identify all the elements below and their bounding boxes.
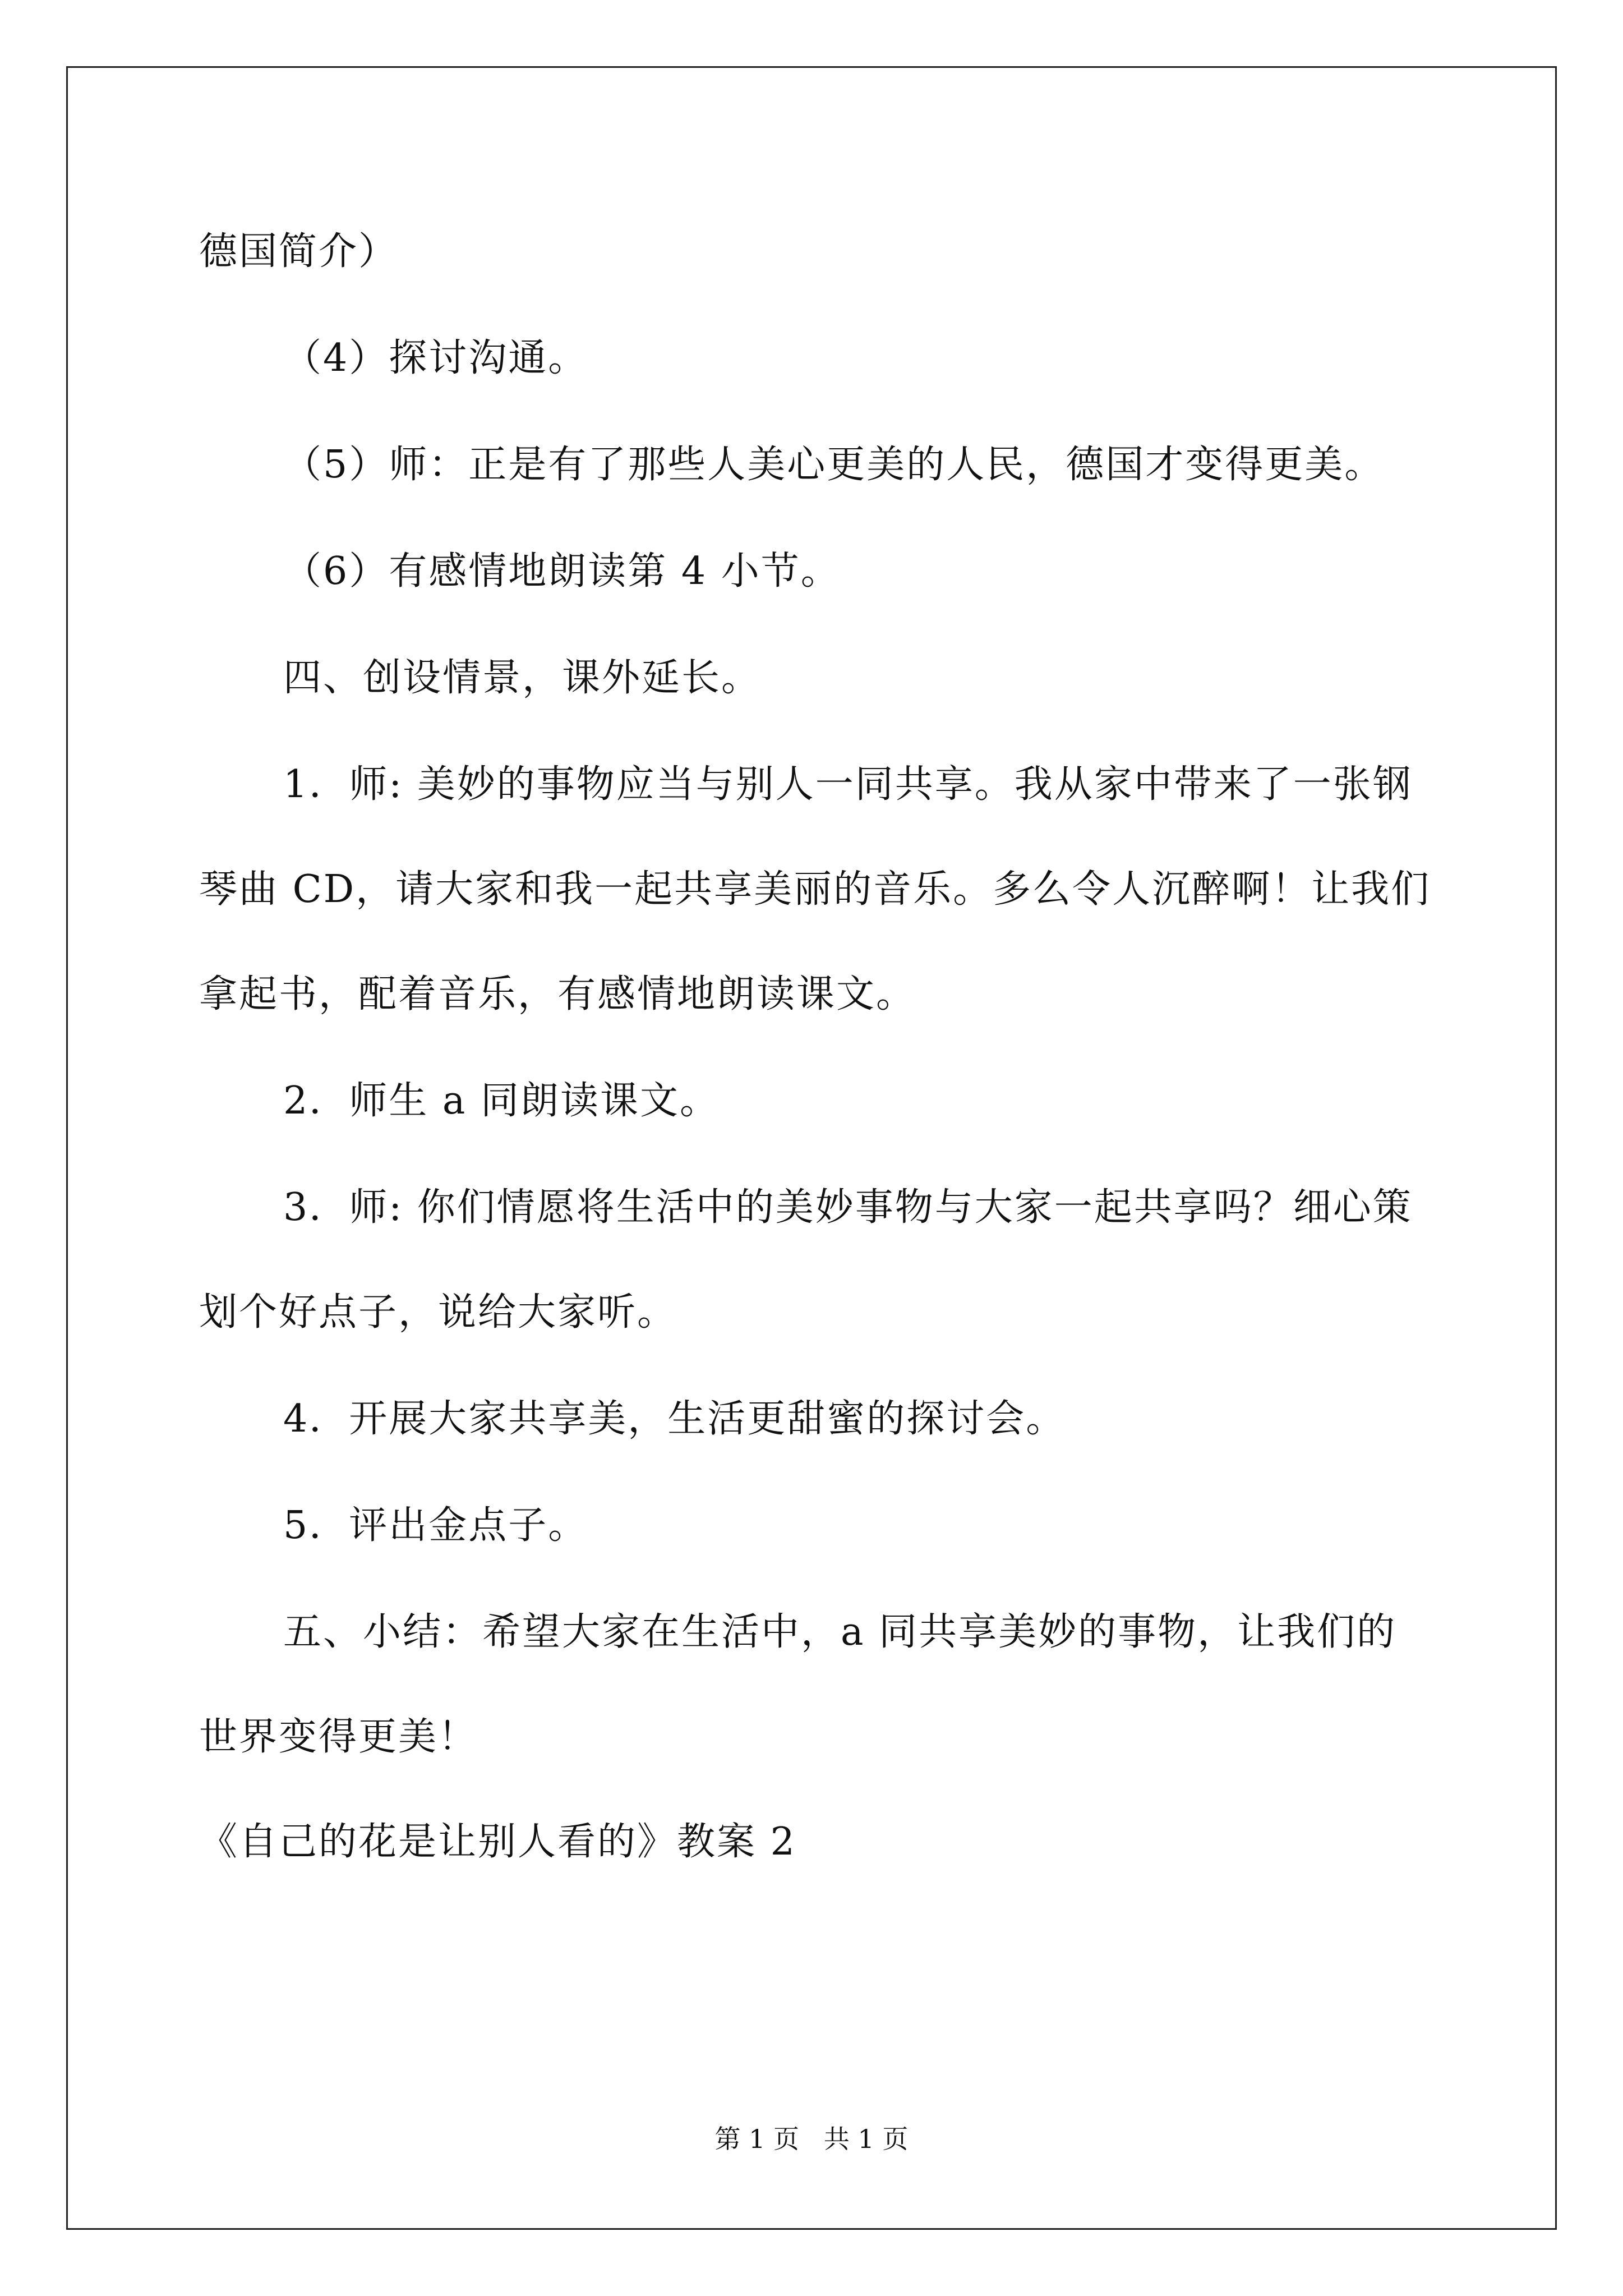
document-title: 《自己的花是让别人看的》教案 2 [199, 1820, 796, 1864]
section-heading: 五、小结：希望大家在生活中，a 同共享美妙的事物，让我们的 [283, 1610, 1397, 1654]
text-line: 世界变得更美！ [199, 1715, 478, 1759]
page-footer: 第 1 页 共 1 页 [714, 2124, 909, 2154]
text-line: 4．开展大家共享美，生活更甜蜜的探讨会。 [283, 1397, 1066, 1441]
text-line: 3．师: 你们情愿将生活中的美妙事物与大家一起共享吗？细心策 [283, 1185, 1413, 1230]
text-line: 1．师: 美妙的事物应当与别人一同共享。我从家中带来了一张钢 [283, 762, 1413, 807]
text-line: 划个好点子，说给大家听。 [199, 1290, 677, 1335]
text-line: 拿起书，配着音乐，有感情地朗读课文。 [199, 972, 916, 1016]
text-line: 5．评出金点子。 [283, 1503, 588, 1548]
text-line: 2．师生 a 同朗读课文。 [283, 1079, 720, 1123]
text-line: （5）师：正是有了那些人美心更美的人民，德国才变得更美。 [283, 443, 1385, 487]
text-line: （6）有感情地朗读第 4 小节。 [283, 549, 841, 593]
text-line: 琴曲 CD，请大家和我一起共享美丽的音乐。多么令人沉醉啊！让我们 [199, 867, 1431, 912]
text-line: 德国简介） [199, 229, 399, 274]
text-line: （4）探讨沟通。 [283, 336, 588, 380]
page-border [66, 66, 1557, 2230]
section-heading: 四、创设情景，课外延长。 [283, 656, 762, 700]
